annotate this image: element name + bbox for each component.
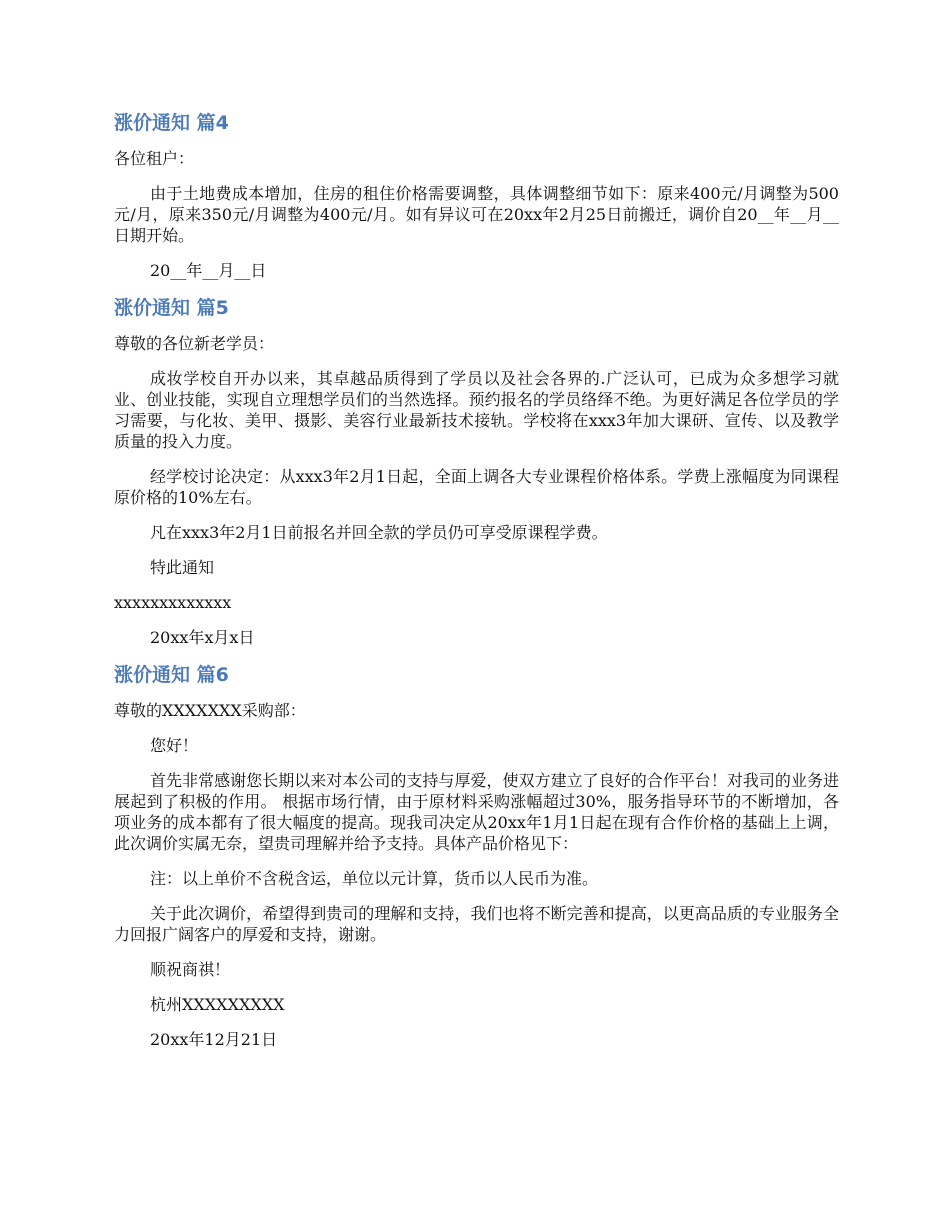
price-increase-paragraph: 首先非常感谢您长期以来对本公司的支持与厚爱，使双方建立了良好的合作平台！对我司的业务进展起到了积极的作用。 根据市场行情，由于原材料采购涨幅超过30%，服务指导环节的不断增加，各项业务的成本都有了很大幅度的提高。现我司决定从20xx年1月1日起在现有合作价格的基础上上调，此次调价实属无奈，望贵司理解并给予支持。具体产品价格见下： (114, 771, 839, 853)
rent-adjustment-paragraph: 由于土地费成本增加，住房的租住价格需要调整，具体调整细节如下：原来400元/月调整为500元/月，原来350元/月调整为400元/月。如有异议可在20xx年2月25日前搬迁，调价自20__年__月__日期开始。 (114, 184, 839, 245)
early-registration-paragraph: 凡在xxx3年2月1日前报名并回全款的学员仍可享受原课程学费。 (150, 523, 608, 542)
section-title-6: 涨价通知 篇6 (114, 664, 229, 686)
signature-placeholder: xxxxxxxxxxxxx (114, 593, 232, 612)
section-title-4: 涨价通知 篇4 (114, 112, 229, 134)
price-note-paragraph: 注：以上单价不含税含运，单位以元计算，货币以人民币为准。 (150, 869, 599, 888)
salutation-purchasing: 尊敬的XXXXXXX采购部： (114, 701, 306, 720)
business-closing: 顺祝商祺！ (150, 960, 231, 979)
section-title-5: 涨价通知 篇5 (114, 297, 229, 319)
document-content (114, 110, 839, 1064)
notice-closing: 特此通知 (150, 558, 215, 577)
decision-paragraph: 经学校讨论决定：从xxx3年2月1日起，全面上调各大专业课程价格体系。学费上涨幅度为同课程原价格的10%左右。 (114, 467, 839, 507)
salutation-tenants: 各位租户： (114, 149, 195, 168)
school-intro-paragraph: 成妆学校自开办以来，其卓越品质得到了学员以及社会各界的.广泛认可，已成为众多想学习就业、创业技能，实现自立理想学员们的当然选择。预约报名的学员络绎不绝。为更好满足各位学员的学习需要，与化妆、美甲、摄影、美容行业最新技术接轨。学校将在xxx3年加大课研、宣传、以及教学质量的投入力度。 (114, 369, 839, 451)
greeting: 您好！ (150, 736, 199, 755)
date-line-6: 20xx年12月21日 (150, 1030, 278, 1049)
salutation-students: 尊敬的各位新老学员： (114, 334, 275, 353)
date-line-4: 20__年__月__日 (150, 261, 267, 280)
company-signature: 杭州XXXXXXXXX (150, 995, 285, 1014)
date-line-5: 20xx年x月x日 (150, 628, 255, 647)
understanding-paragraph: 关于此次调价，希望得到贵司的理解和支持，我们也将不断完善和提高，以更高品质的专业服务全力回报广阔客户的厚爱和支持，谢谢。 (114, 904, 839, 944)
